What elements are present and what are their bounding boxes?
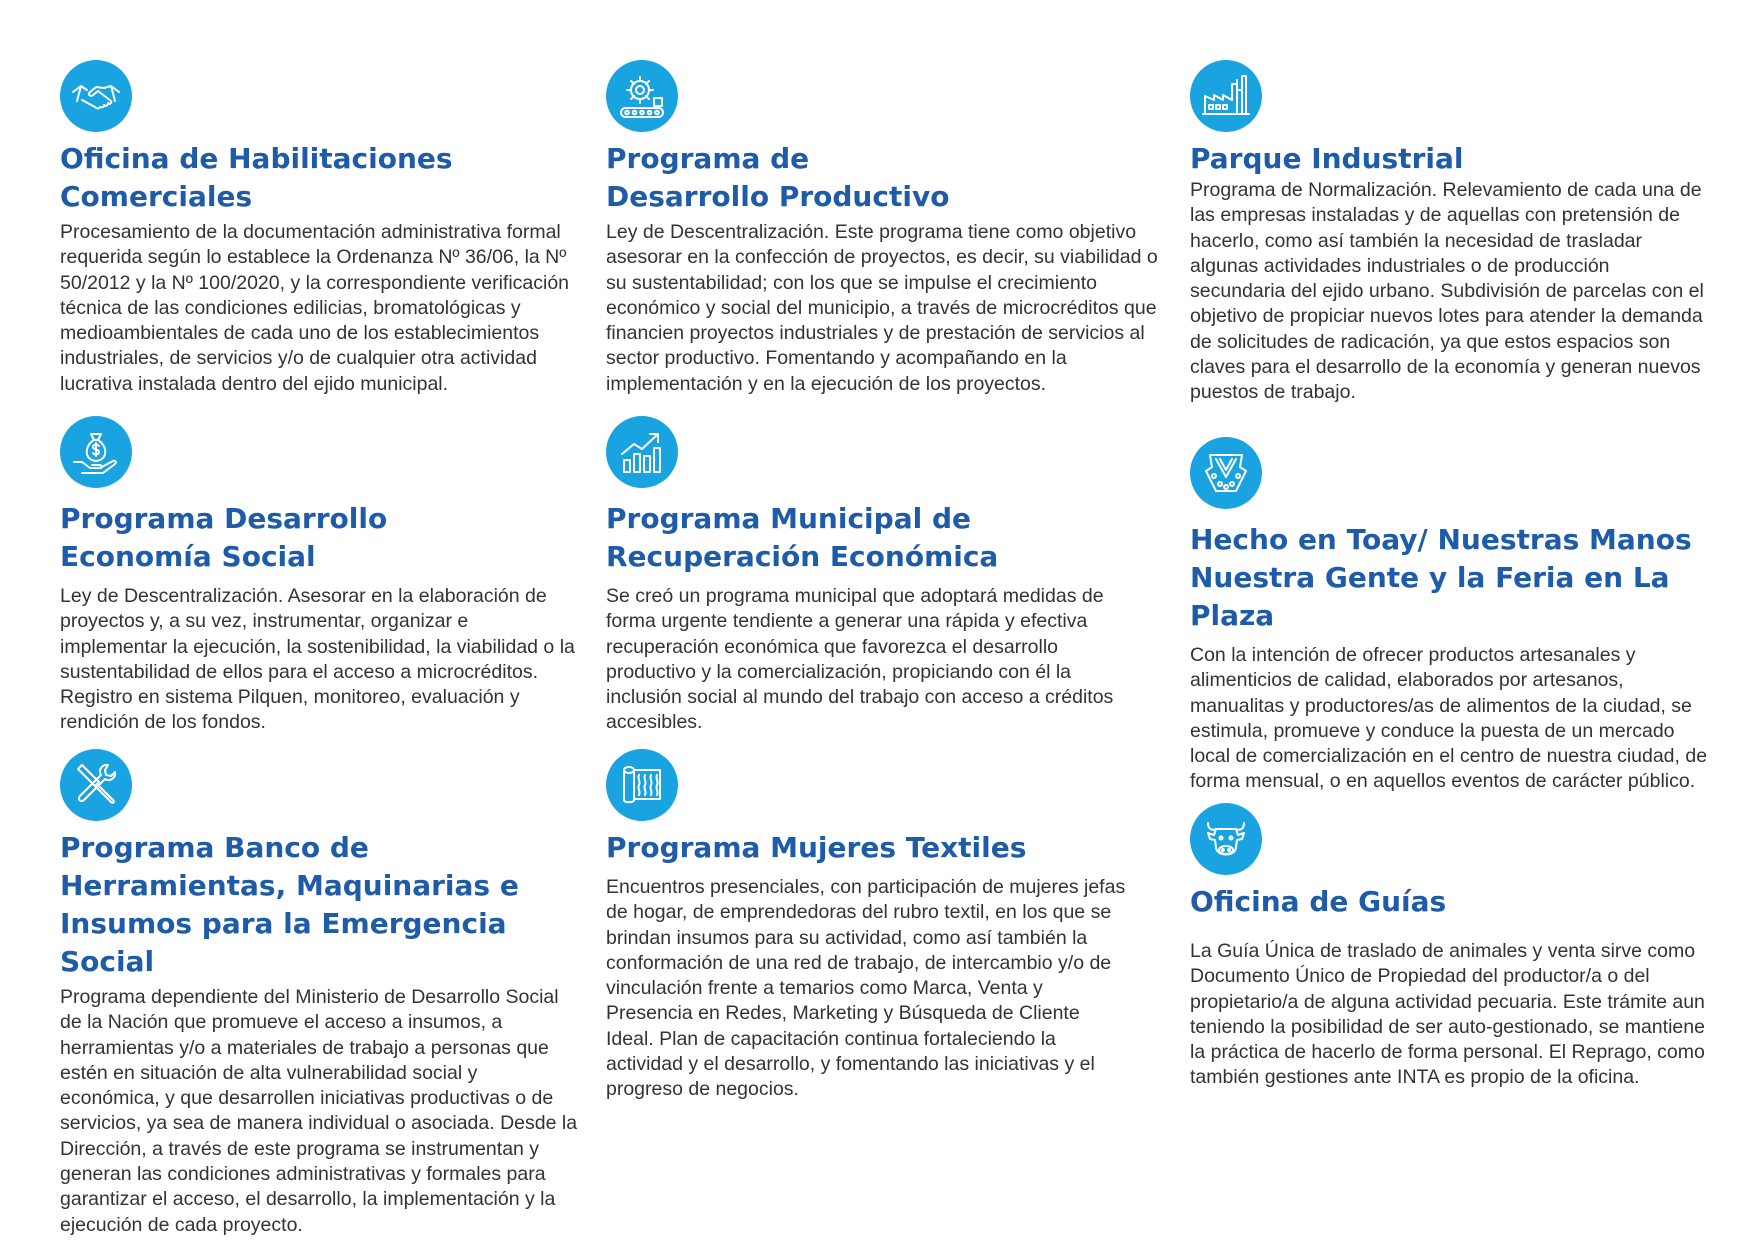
poncho-icon xyxy=(1190,437,1262,509)
section-title: Programa Desarrollo Economía Social xyxy=(60,502,388,573)
section-hecho-en-toay xyxy=(1190,437,1710,795)
section-title: Oficina de Habilitaciones Comerciales xyxy=(60,142,453,213)
section-title: Programa Banco de Herramientas, Maquinarias e Insumos para la Emergencia Social xyxy=(60,831,519,978)
section-body: Con la intención de ofrecer productos artesanales y alimenticios de calidad, elaborados por artesanos, manualitas y productores/as de alimentos de la ciudad, se estimula, promueve y conduce la puesta de un mercado local de comercialización en el centro de nuestra ciudad, de forma mensual, o en aquellos eventos de carácter público. xyxy=(1190,644,1708,793)
section-body: Encuentros presenciales, con participación de mujeres jefas de hogar, de emprendedoras del rubro textil, en los que se brindan insumos para su actividad, como así también la conformación de una red de trabajo, de intercambio y/o de vinculación frente a temarios como Marca, Venta y Presencia en Redes, Marketing y Búsqueda de Cliente Ideal. Plan de capacitación continua fortaleciendo la actividad y el desarrollo, y fomentando las iniciativas y el progreso de negocios. xyxy=(606,876,1126,1101)
section-parque-industrial xyxy=(1190,60,1710,406)
factory-icon xyxy=(1190,60,1262,132)
section-body: Se creó un programa municipal que adoptará medidas de forma urgente tendiente a generar una rápida y efectiva recuperación económica que favorezca el desarrollo productivo y la comercialización, propiciando con él la inclusión social al mundo del trabajo con acceso a créditos accesibles. xyxy=(606,585,1114,734)
section-title: Programa de Desarrollo Productivo xyxy=(606,142,950,213)
section-body: Procesamiento de la documentación administrativa formal requerida según lo establece la Ordenanza Nº 36/06, la Nº 50/2012 y la Nº 100/2020, y la correspondiente verificación técnica de las condiciones edilicias, bromatológicas y medioambientales de cada uno de los establecimientos industriales, de servicios y/o de cualquier otra actividad lucrativa instalada dentro del ejido municipal. xyxy=(60,221,570,395)
gear-conveyor-icon xyxy=(606,60,678,132)
textile-roll-icon xyxy=(606,749,678,821)
section-title: Programa Mujeres Textiles xyxy=(606,831,1027,864)
section-body: Programa dependiente del Ministerio de Desarrollo Social de la Nación que promueve el acceso a insumos, a herramientas y/o a materiales de trabajo a personas que estén en situación de alta vulnerabilidad social y económica, y que desarrollen iniciativas productivas o de servicios, ya sea de manera individual o asociada. Desde la Dirección, a través de este programa se instrumentan y generan las condiciones administrativas y formales para garantizar el acceso, el desarrollo, la implementación y la ejecución de cada proyecto. xyxy=(60,986,578,1236)
cow-icon xyxy=(1190,803,1262,875)
section-body: La Guía Única de traslado de animales y venta sirve como Documento Único de Propiedad del productor/a o del propietario/a de alguna actividad pecuaria. Este trámite aun teniendo la posibilidad de ser auto-gestionado, se mantiene la práctica de hacerlo de forma personal. El Reprago, como también gestiones ante INTA es propio de la oficina. xyxy=(1190,940,1705,1089)
section-title: Parque Industrial xyxy=(1190,142,1464,175)
section-body: Programa de Normalización. Relevamiento de cada una de las empresas instaladas y de aquellas con pretensión de hacerlo, como así también la necesidad de trasladar algunas actividades industriales o de producción secundaria del ejido urbano. Subdivisión de parcelas con el objetivo de propiciar nuevos lotes para atender la demanda de solicitudes de radicación, ya que estos espacios son claves para el desarrollo de la economía y generan nuevos puestos de trabajo. xyxy=(1190,179,1704,404)
section-banco-herramientas xyxy=(60,749,580,1238)
section-body: Ley de Descentralización. Asesorar en la elaboración de proyectos y, a su vez, instrumentar, organizar e implementar la ejecución, la sostenibilidad, la viabilidad o la sustentabilidad de ellos para el acceso a microcréditos. Registro en sistema Pilquen, monitoreo, evaluación y rendición de los fondos. xyxy=(60,585,575,734)
tools-icon xyxy=(60,749,132,821)
section-recuperacion-economica xyxy=(606,416,1126,736)
section-title: Hecho en Toay/ Nuestras Manos Nuestra Gente y la Feria en La Plaza xyxy=(1190,523,1692,632)
section-title: Oficina de Guías xyxy=(1190,885,1447,918)
section-habilitaciones xyxy=(60,60,580,397)
section-oficina-guias xyxy=(1190,803,1710,1091)
section-title: Programa Municipal de Recuperación Económica xyxy=(606,502,999,573)
handshake-icon xyxy=(60,60,132,132)
money-bag-hand-icon xyxy=(60,416,132,488)
section-desarrollo-productivo xyxy=(606,60,1166,397)
growth-chart-icon xyxy=(606,416,678,488)
section-body: Ley de Descentralización. Este programa tiene como objetivo asesorar en la confección de proyectos, es decir, su viabilidad o su sustentabilidad; con los que se impulse el crecimiento económico y social del municipio, a través de microcréditos que financien proyectos industriales y de prestación de servicios al sector productivo. Fomentando y acompañando en la implementación y en la ejecución de los proyectos. xyxy=(606,221,1158,395)
section-economia-social xyxy=(60,416,580,736)
section-mujeres-textiles xyxy=(606,749,1126,1103)
